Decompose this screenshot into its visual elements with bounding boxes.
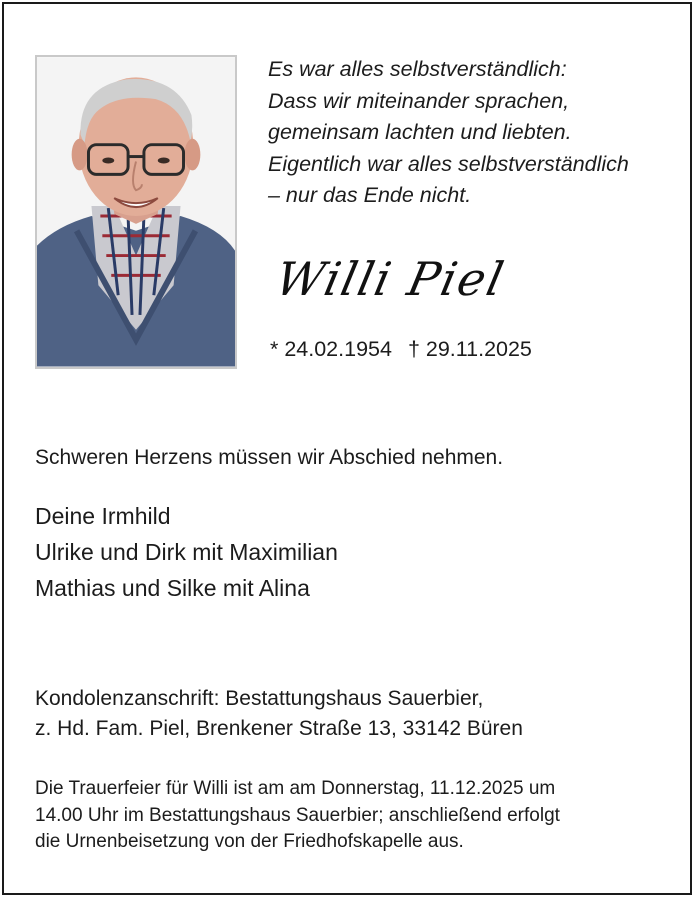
service-info [35, 776, 560, 856]
death-date: † 29.11.2025 [407, 337, 532, 361]
poem-line: gemeinsam lachten und liebten. [268, 120, 572, 144]
family-list [35, 498, 338, 606]
family-member: Deine Irmhild [35, 503, 171, 529]
condolence-line: Kondolenzanschrift: Bestattungshaus Sauerbier, [35, 687, 484, 710]
intro-text: Schweren Herzens müssen wir Abschied nehmen. [35, 446, 504, 469]
birth-date: * 24.02.1954 [270, 337, 392, 361]
family-member: Mathias und Silke mit Alina [35, 575, 310, 601]
portrait-photo [35, 55, 237, 369]
poem-line: – nur das Ende nicht. [268, 183, 472, 207]
life-dates [270, 337, 532, 362]
poem [268, 54, 688, 212]
service-line: Die Trauerfeier für Willi ist am am Donnerstag, 11.12.2025 um [35, 778, 556, 799]
family-member: Ulrike und Dirk mit Maximilian [35, 539, 338, 565]
poem-line: Dass wir miteinander sprachen, [268, 88, 570, 113]
condolence-address [35, 684, 523, 744]
poem-line: Es war alles selbstverständlich: [268, 57, 567, 81]
condolence-line: z. Hd. Fam. Piel, Brenkener Straße 13, 33142 Büren [35, 717, 523, 740]
deceased-name: Willi Piel [271, 252, 510, 306]
poem-line: Eigentlich war alles selbstverständlich [268, 151, 629, 176]
service-line: die Urnenbeisetzung von der Friedhofskapelle aus. [35, 831, 464, 852]
deceased-name-signature [270, 245, 590, 315]
service-line: 14.00 Uhr im Bestattungshaus Sauerbier; anschließend erfolgt [35, 804, 560, 826]
